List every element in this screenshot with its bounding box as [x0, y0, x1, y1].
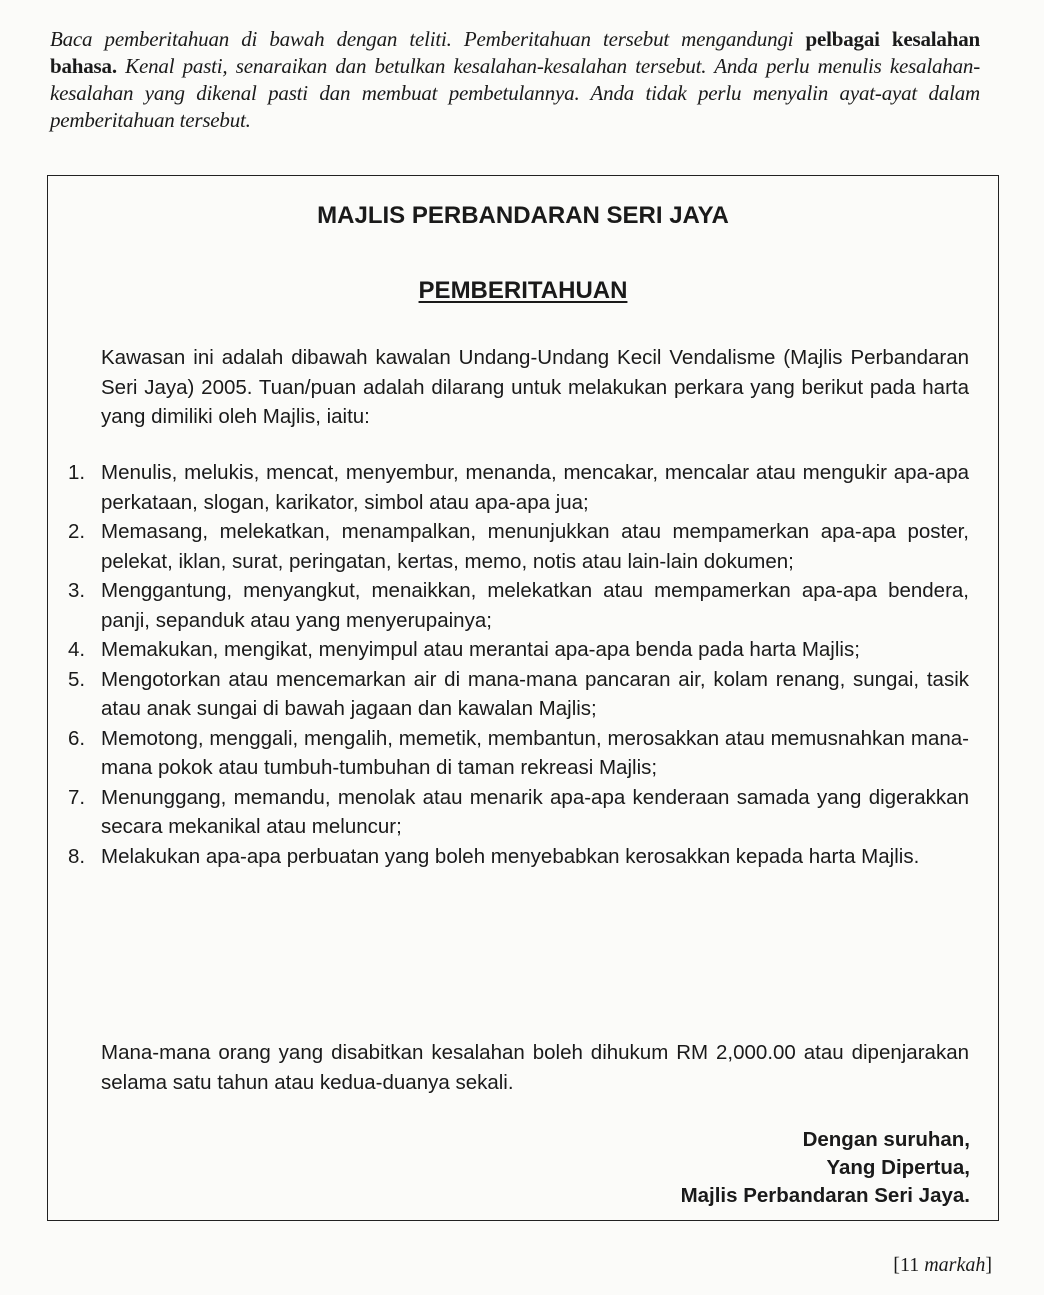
notice-heading: PEMBERITAHUAN	[418, 277, 628, 304]
list-item-number: 6.	[68, 726, 86, 750]
instructions-bold: pelbagai kesalahan bahasa.	[50, 27, 980, 78]
instructions-text-2: Kenal pasti, senaraikan dan betulkan kesalahan-kesalahan tersebut. Anda perlu menulis kesalahan-kesalahan yang dikenal pasti dan membuat pembetulannya. Anda tidak perlu menyalin ayat-ayat dalam pemberitahuan tersebut.	[50, 54, 980, 132]
list-item-number: 7.	[68, 785, 86, 809]
list-item	[68, 517, 969, 576]
marks-close: ]	[985, 1254, 992, 1276]
list-item-text: Menggantung, menyangkut, menaikkan, melekatkan atau mempamerkan apa-apa bendera, panji, sepanduk atau yang menyerupainya;	[101, 579, 969, 632]
list-item-text: Memakukan, mengikat, menyimpul atau merantai apa-apa benda pada harta Majlis;	[101, 638, 860, 661]
list-item-number: 3.	[68, 579, 86, 602]
penalty-text: Mana-mana orang yang disabitkan kesalahan boleh dihukum RM 2,000.00 atau dipenjarakan selama satu tahun atau kedua-duanya sekali.	[101, 1041, 969, 1094]
list-item	[68, 635, 969, 665]
list-item	[68, 665, 969, 724]
list-item	[68, 724, 969, 783]
list-item-text: Memotong, menggali, mengalih, memetik, membantun, merosakkan atau memusnahkan mana-mana pokok atau tumbuh-tumbuhan di taman rekreasi Majlis;	[101, 726, 969, 779]
prohibition-list	[68, 458, 969, 871]
list-item-text: Melakukan apa-apa perbuatan yang boleh menyebabkan kerosakkan kepada harta Majlis.	[101, 844, 920, 868]
signature-line: Majlis Perbandaran Seri Jaya.	[680, 1184, 970, 1207]
list-item-text: Menunggang, memandu, menolak atau menarik apa-apa kenderaan samada yang digerakkan secara mekanikal atau meluncur;	[101, 785, 969, 838]
list-item	[68, 842, 969, 872]
list-item	[68, 576, 969, 635]
marks-open: [11	[893, 1254, 925, 1276]
instructions	[50, 26, 980, 134]
notice-intro: Kawasan ini adalah dibawah kawalan Undang-Undang Kecil Vendalisme (Majlis Perbandaran Seri Jaya) 2005. Tuan/puan adalah dilarang untuk melakukan perkara yang berikut pada harta yang dimiliki oleh Majlis, iaitu:	[101, 346, 969, 428]
notice-title: MAJLIS PERBANDARAN SERI JAYA	[317, 202, 729, 229]
list-item-number: 2.	[68, 520, 86, 543]
list-item-number: 4.	[68, 638, 86, 661]
notice-heading-wrap	[48, 277, 998, 305]
list-item-text: Mengotorkan atau mencemarkan air di mana-mana pancaran air, kolam renang, sungai, tasik atau anak sungai di bawah jagaan dan kawalan Majlis;	[101, 667, 969, 720]
list-item-text: Memasang, melekatkan, menampalkan, menunjukkan atau mempamerkan apa-apa poster, pelekat, iklan, surat, peringatan, kertas, memo, notis atau lain-lain dokumen;	[101, 520, 969, 573]
list-item-number: 1.	[68, 461, 86, 484]
marks-word: markah	[924, 1254, 986, 1276]
list-item	[68, 783, 969, 842]
instructions-text: Baca pemberitahuan di bawah dengan teliti. Pemberitahuan tersebut mengandungi	[50, 27, 806, 51]
list-item-number: 8.	[68, 844, 86, 868]
signature-line: Dengan suruhan,	[802, 1128, 970, 1151]
marks-label	[893, 1254, 992, 1277]
list-item-number: 5.	[68, 667, 86, 691]
list-item-text: Menulis, melukis, mencat, menyembur, menanda, mencakar, mencalar atau mengukir apa-apa perkataan, slogan, karikator, simbol atau apa-apa jua;	[101, 461, 969, 514]
signature-line: Yang Dipertua,	[826, 1156, 970, 1179]
signature	[681, 1126, 970, 1210]
notice-box	[47, 175, 999, 1221]
list-item	[68, 458, 969, 517]
